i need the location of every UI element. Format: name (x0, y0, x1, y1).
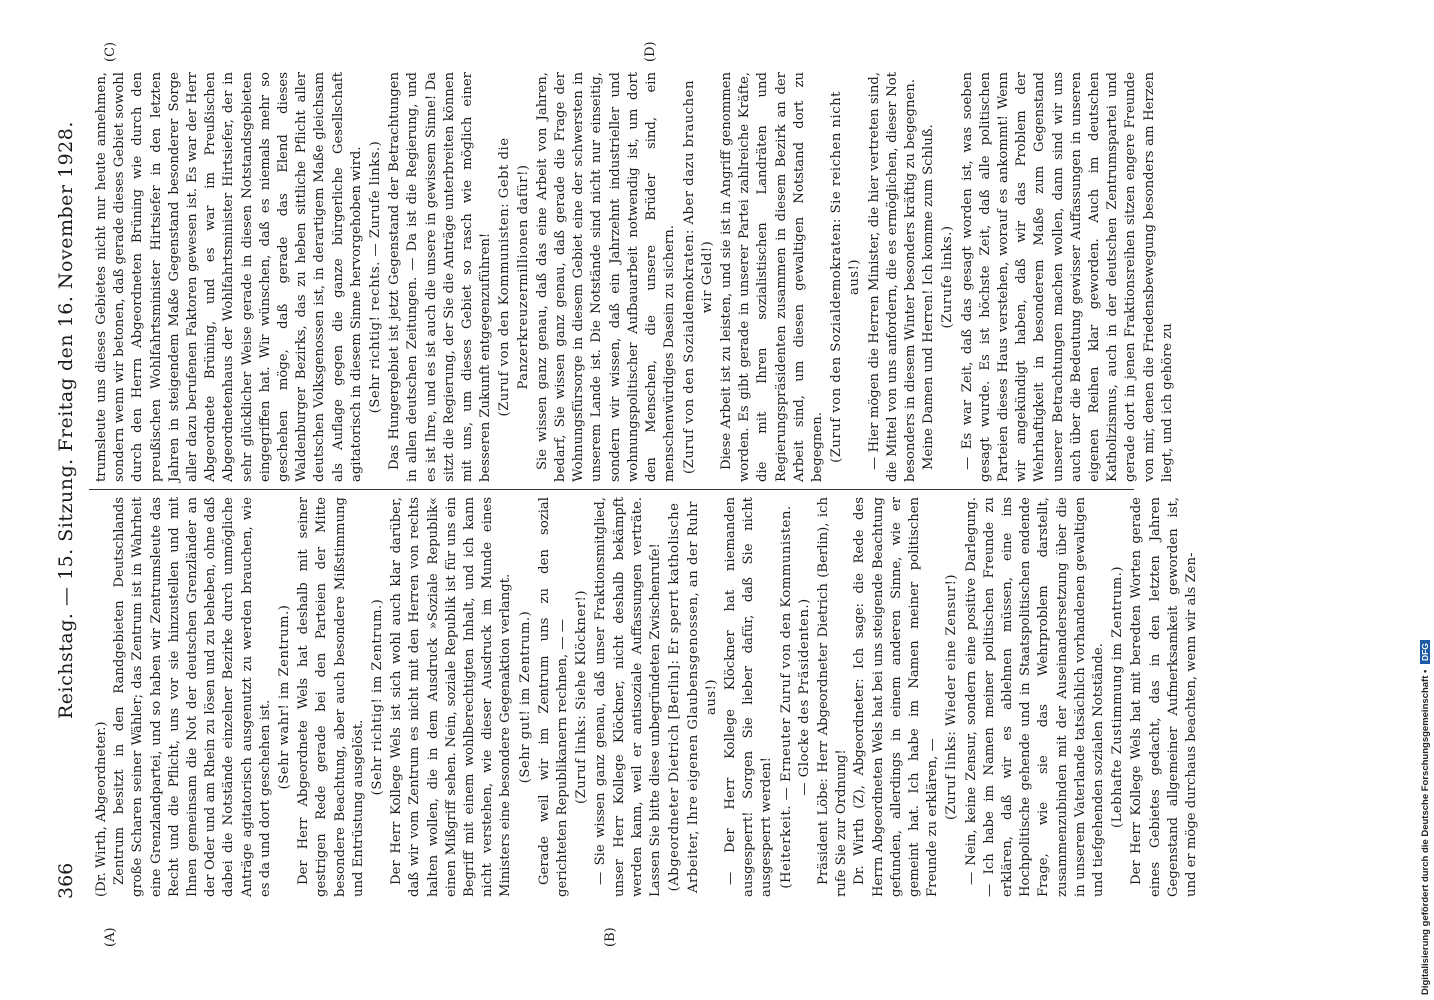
speaker-attribution: (Dr. Wirth, Abgeordneter.) (94, 721, 109, 897)
interjection: (Sehr richtig! rechts. — Zurufe links.) (368, 140, 384, 414)
left-column (93, 497, 1201, 897)
margin-mark-a: (A) (103, 927, 118, 947)
interjection: (Sehr wahr! im Zentrum.) (277, 604, 293, 790)
interjection: (Sehr gut! im Zentrum.) (517, 610, 533, 784)
interjection: (Heiterkeit. — Erneuter Zuruf von den Kommunisten. — Glocke des Präsidenten.) (778, 505, 812, 889)
digitization-note: Digitalisierung gefördert durch die Deutsche Forschungsgemeinschaft • DFG (1420, 5, 1434, 995)
interjection: (Abgeordneter Dietrich [Berlin]: Er sperrt katholische Arbeiter, Ihre eigenen Glaubensgenossen, an der Ruhr aus!) (667, 501, 719, 893)
margin-mark-c: (C) (103, 41, 118, 62)
paragraph: — Der Herr Kollege Klöckner hat niemanden ausgesperrt! Sorgen Sie lieber dafür, daß Sie nicht ausgesperrt werden! (722, 497, 775, 897)
rotated-page (53, 41, 1199, 947)
column-divider (89, 489, 1134, 490)
interjection: (Zuruf links: Wieder eine Zensur!) (944, 573, 960, 821)
paragraph: Diese Arbeit ist zu leisten, und sie ist in Angriff genommen worden. Es gibt gerade in unserer Partei zahlreiche Kräfte, die mit Ihren sozialistischen Landräten und Regierungspräsidenten zusammen in diesem Bezirk an der Arbeit sind, um diesen gewaltigen Notstand dort zu begegnen. (718, 72, 825, 482)
president-statement: Präsident Löbe: Herr Abgeordneter Dietrich (Berlin), ich rufe Sie zur Ordnung! (815, 497, 850, 897)
paragraph: — Sie wissen ganz genau, daß unser Fraktionsmitglied, unser Herr Kollege Klöckner, nicht deshalb bekämpft werden kann, weil er antisoziale Auffassungen verträte. Lassen Sie bitte diese unbegründeten Zwischenrufe! (593, 497, 664, 897)
paragraph: Der Herr Abgeordnete Wels hat deshalb mit seiner gestrigen Rede gerade bei den Parteien der Mitte besondere Beachtung, aber auch besondere Mißstimmung und Entrüstung ausgelöst. (296, 497, 366, 897)
paragraph: trumsleute uns dieses Gebietes nicht nur heute annehmen, sondern wenn wir betonen, daß gerade dieses Gebiet sowohl durch den Herrn Abgeordneten Brüning wie durch den preußischen Wohlfahrtsminister Hirtsiefer in den letzten Jahren in steigendem Maße Gegenstand besonderer Sorge aller dazu berufenen Faktoren gewesen ist. Es war der Herr Abgeordnete Brüning, und es war im Preußischen Abgeordnetenhaus der Wohlfahrtsminister Hirtsiefer, der in sehr glücklicher Weise gerade in diesen Notstandsgebieten eingegriffen hat. Wir wünschen, daß es niemals mehr so geschehen möge, daß gerade das Elend dieses Waldenburger Bezirks, das zu heben sittliche Pflicht aller deutschen Volksgenossen ist, in derartigem Maße gleichsam als Auflage gegen die ganze bürgerliche Gesellschaft agitatorisch in diesem Sinne hervorgehoben wird. (94, 72, 364, 482)
paragraph: Zentrum besitzt in den Randgebieten Deutschlands große Scharen seiner Wähler; das Zentrum ist in Wahrheit eine Grenzlandpartei, und so haben wir Zentrumsleute das Recht und die Pflicht, uns vor sie hinzustellen und mit Ihnen gemeinsam die Not der deutschen Grenzländer an der Oder und am Rhein zu lösen und zu beheben, ohne daß dabei die Notstände einzelner Bezirke durch unmögliche Anträge agitatorisch ausgenutzt zu werden brauchen, wie es da und dort geschehen ist. (112, 497, 273, 897)
paragraph: Der Herr Kollege Wels ist sich wohl auch klar darüber, daß wir vom Zentrum es nicht mit den Herren von rechts halten wollen, die in dem Ausdruck »Soziale Republik« einen Mißgriff sehen. Nein, soziale Republik ist für uns ein Begriff mit einem wohlberechtigten Inhalt, und ich kann nicht verstehen, wie dieser Ausdruck im Munde eines Ministers eine besondere Gegenaktion verlangt. (389, 497, 514, 897)
paragraph: Das Hungergebiet ist jetzt Gegenstand der Betrachtungen in allen deutschen Zeitungen. — Da ist die Regierung, und es ist Ihre, und es ist auch die unsere in gewissem Sinne! Da sitzt die Regierung, der Sie die Anträge unterbreiten können mit uns, um dieses Gebiet so rasch wie möglich einer besseren Zukunft entgegenzuführen! (387, 72, 494, 482)
interjection: (Zuruf von den Sozialdemokraten: Aber dazu brauchen wir Geld!) (681, 80, 715, 474)
page-number: 366 (55, 862, 77, 899)
right-column (93, 72, 1177, 482)
paragraph: Meine Damen und Herren! Ich komme zum Schluß. (921, 124, 937, 470)
interjection: (Lebhafte Zustimmung im Zentrum.) (1110, 565, 1126, 829)
paragraph: — Es war Zeit, daß das gesagt worden ist, was soeben gesagt wurde. Es ist höchste Zeit, daß alle politischen Parteien dieses Haus verstehen, worauf es ankommt! Wenn wir angekündigt haben, daß wir das Problem der Wehrhaftigkeit in besonderem Maße zum Gegenstand unserer Betrachtungen machen wollen, dann sind wir uns auch über die Bedeutung gewisser Auffassungen in unseren eigenen Reihen klar geworden. Auch im deutschen Katholizismus, auch in der deutschen Zentrumspartei und gerade dort in jenen Fraktionsreihen sitzen engere Freunde von mir, denen die Friedensbewegung besonders am Herzen liegt, und ich gehöre zu (959, 72, 1175, 482)
paragraph: Dr. Wirth (Z), Abgeordneter: Ich sage: die Rede des Herrn Abgeordneten Wels hat bei uns steigende Beachtung gefunden, allerdings in einem anderen Sinne, wie er gemeint hat. Ich habe im Namen meiner politischen Freunde zu erklären, — (852, 497, 941, 897)
running-title: Reichstag. — 15. Sitzung. Freitag den 16. November 1928. (55, 121, 77, 719)
paragraph: Der Herr Kollege Wels hat mit beredten Worten gerade eines Gebietes gedacht, das in den letzten Jahren Gegenstand allgemeiner Aufmerksamkeit geworden ist, und er möge durchaus beachten, wenn wir als Zen- (1129, 497, 1199, 897)
dfg-logo: DFG (1420, 640, 1430, 664)
interjection: (Sehr richtig! im Zentrum.) (370, 598, 386, 796)
interjection: (Zuruf von den Kommunisten: Gebt die Panzerkreuzermillionen dafür!) (497, 137, 531, 417)
paragraph: Gerade weil wir im Zentrum uns zu den sozial gerichteten Republikanern rechnen, — — (536, 497, 571, 897)
interjection: (Zuruf links: Siehe Klöckner!) (574, 590, 590, 804)
paragraph: — Nein, keine Zensur, sondern eine positive Darlegung. — Ich habe im Namen meiner politischen Freunde zu erklären, daß wir es ablehnen müssen, eine ins Hochpolitische gehende und in Staatspolitischen endende Frage, wie sie das Wehrproblem darstellt, zusammenzubinden mit der Auseinandersetzung über die in unserem Vaterlande tatsächlich vorhandenen gewaltigen und tiefgehenden sozialen Notstände. (963, 497, 1106, 897)
interjection: (Zuruf von den Sozialdemokraten: Sie reichen nicht aus!) (829, 91, 863, 463)
interjection: (Zurufe links.) (940, 225, 956, 329)
page-header (53, 69, 87, 899)
digitization-text: Digitalisierung gefördert durch die Deutsche Forschungsgemeinschaft (1420, 675, 1431, 995)
margin-mark-b: (B) (603, 927, 618, 947)
paragraph: Sie wissen ganz genau, daß das eine Arbeit von Jahren, bedarf, Sie wissen ganz genau, daß gerade die Frage der Wohnungsfürsorge in diesem Gebiet eine der schwersten in unserem Lande ist. Die Notstände sind nicht nur einseitig, sondern wir wissen, daß ein Jahrzehnt industrieller und wohnungspolitischer Aufbauarbeit notwendig ist, um dort den Menschen, die unsere Brüder sind, ein menschenwürdiges Dasein zu sichern. (534, 72, 678, 482)
margin-mark-d: (D) (643, 41, 658, 62)
paragraph: — Hier mögen die Herren Minister, die hier vertreten sind, die Mittel von uns anfordern, die es ermöglichen, dieser Not besonders in diesem Winter besonders kräftig zu begegnen. (866, 72, 918, 482)
